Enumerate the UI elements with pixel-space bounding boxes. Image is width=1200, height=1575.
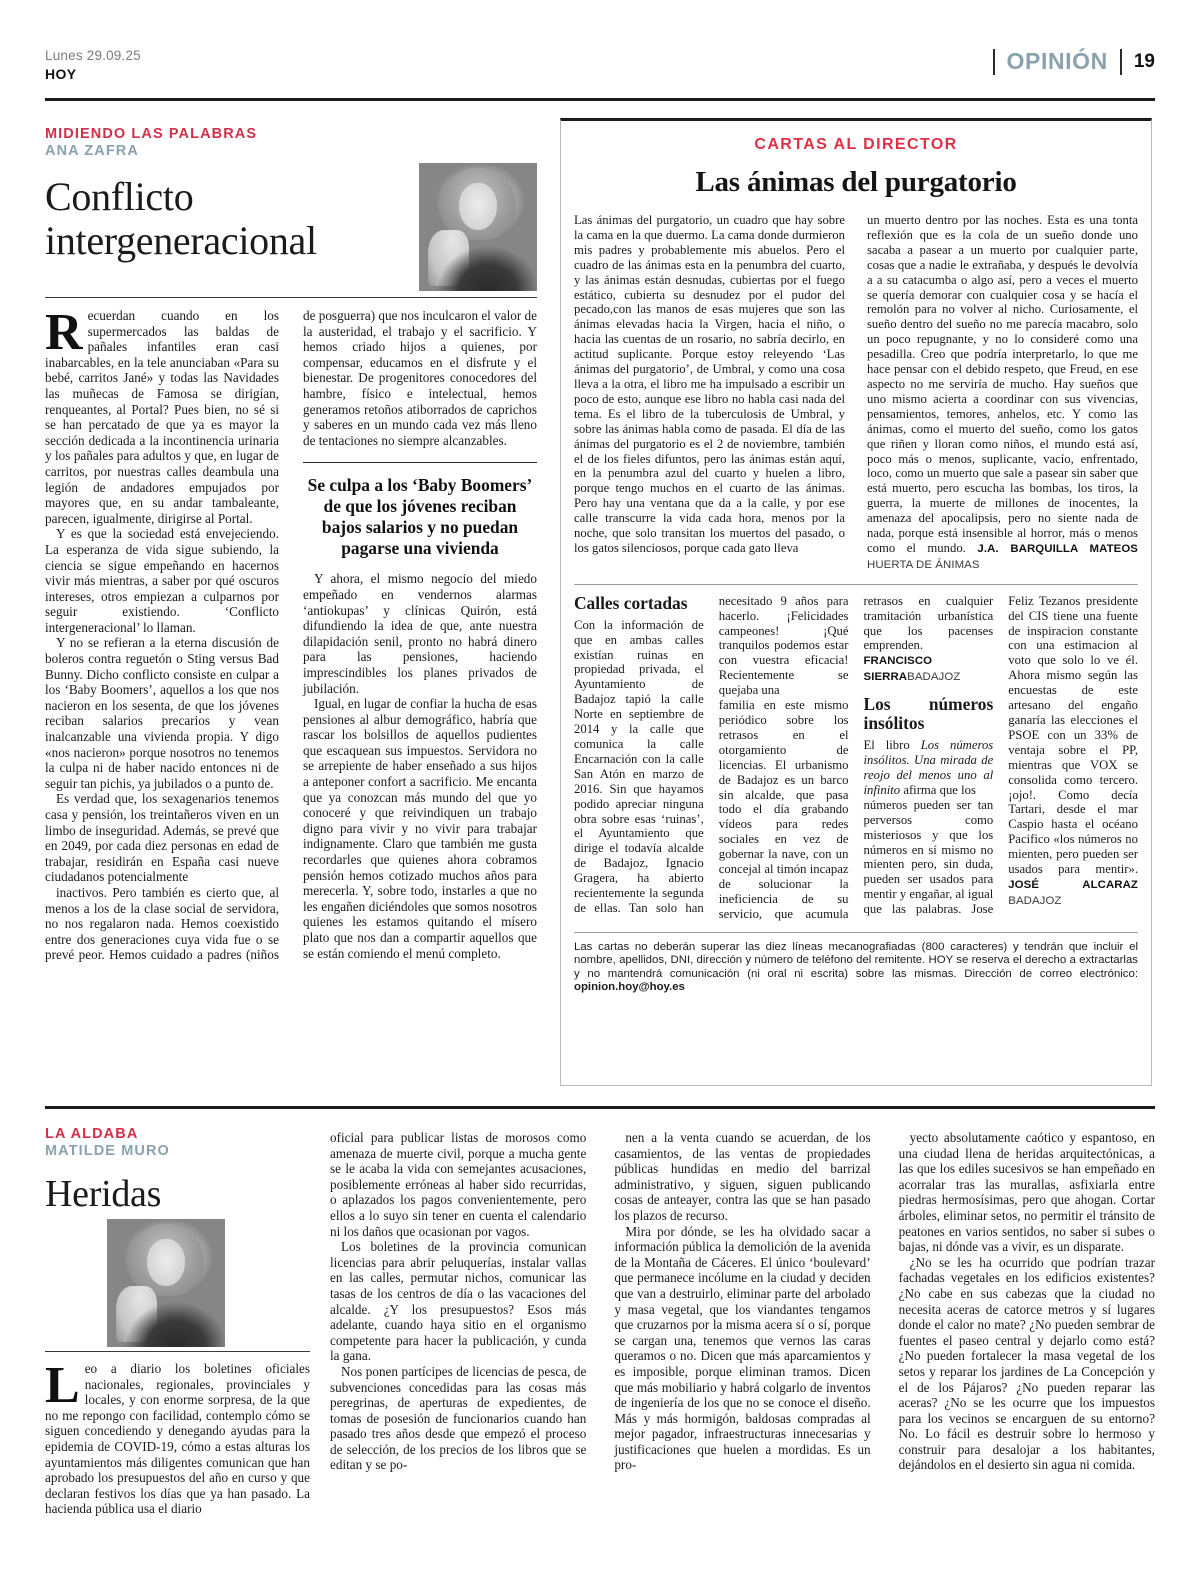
signature-name: JOSÉ ALCARAZ xyxy=(1008,878,1138,891)
publication-date: Lunes 29.09.25 xyxy=(45,48,141,63)
letter-paragraph-text: familia en este mismo periódico sobre los retrasos en el otorgamiento de licencias. El urbanismo de Badajoz es un barco sin alcalde, que pasa todo el día grabando vídeos para redes sociales en vez de gobernar la nave, con un concejal al timón incapaz de solucionar la ineficiencia de su servicio, que acumula retrasos en cualquier tramitación urbanística que los pacenses emprenden. xyxy=(718,593,994,921)
paragraph: Es verdad que, los sexagenarios tenemos casa y pensión, los treintañeros viven en un limbo de inseguridad. Además, se prevé que en 2049, por cada diez personas en edad de trabajar, residirán en España casi nueve ciudadanos potencialmente xyxy=(45,791,279,885)
section-name: OPINIÓN xyxy=(1006,48,1108,74)
masthead xyxy=(45,48,1155,92)
letter-signature xyxy=(864,655,961,683)
pullquote-wrap xyxy=(303,462,537,559)
letter-paragraph-text: un muerto dentro por las noches. Esta es una tonta reflexión que es la cola de un sueño donde uno sacaba a pasear a un muerto por cualquier parte, cosas que a nadie le extrañaba, y después le devolvía a a su catacumba o algo así, pero a veces el muerto se quería demorar con cualquier cosa y se hacía el remolón para no volver al nicho. Curiosamente, el sueño dentro del sueño no me parecía macabro, solo un poco repugnante, y no lo consideré como una pesadilla. Creo que podría interpretarlo, lo que me hace pensar con el debido respeto, que Freud, en ese aspecto no me serviría de mucho. Hay sueños que uno mismo acierta a coordinar con sus vivencias, pensamientos, temores, anhelos, etc. Y como las ánimas, como el muerto del sueño, como los gatos que riñen y lloran como niños, el mundo está así, poco más o menos, suplicante, vacío, enfrentado, loco, como un muerto que sale a pasear sin saber que está muerto, pero escucha las bombas, los tiros, la guerra, la muerte de millones de inocentes, la amenaza del apocalipsis, pero no siente nada de nada, porque está insensible al horror, más o menos como el mundo. xyxy=(867,213,1138,555)
paragraph-text: ecuerdan cuando en los supermercados las baldas de pañales infantiles eran casi inabarcables, en la tele anunciaban «Para su bebé, carritos Jané» y todas las Navidades las muñecas de Famosa se dirigían, renqueantes, al Portal? Pues bien, no sé si se han percatado de que ya es mayor la sección dedicada a la incontinencia urinaria y los pañales para adultos y que, en lugar de carritos, por nuestras calles deambula una legión de andadores empujados por mayores que, en su andar tambaleante, parecen, igualmente, dirigirse al Portal. xyxy=(45,308,279,526)
signature-name: FRANCISCO SIERRA xyxy=(863,655,933,684)
letter-main-columns xyxy=(574,213,1138,573)
divider-left xyxy=(993,49,995,75)
signature-place: BADAJOZ xyxy=(1008,894,1062,907)
pullquote: Se culpa a los ‘Baby Boomers’ de que los jóvenes reciban bajos salarios y no puedan pagarse una vivienda xyxy=(303,462,537,559)
disclaimer-text: Las cartas no deberán superar las diez líneas mecanografiadas (800 caracteres) y tendrán que incluir el nombre, apellidos, DNI, dirección y número de teléfono del remitente. HOY se reserva el derecho a extractarlas y no mantendrá comunicación (ni oral ni escrita) sobre las mismas. Dirección de correo electrónico: xyxy=(574,940,1138,980)
author-photo-matilde-muro xyxy=(107,1219,225,1347)
letter-text-tail: afirma que los xyxy=(900,782,976,797)
divider-right xyxy=(1120,49,1122,75)
masthead-rule xyxy=(45,98,1155,101)
letter-paragraph xyxy=(867,213,1138,573)
article-byline: ANA ZAFRA xyxy=(45,143,139,159)
letter-paragraph: Con la información de que en ambas calles existían ruinas en propiedad privada, el Ayuntamiento de Badajoz tapió la calle Norte en septiembre de 2014 y la calle que comunica la calle Encarnación con la calle San Atón en marzo de 2016. Sin que hayamos podido apreciar ninguna obra sobre esas ‘ruinas’, el Ayuntamiento que dirige el todavía alcalde de Badajoz, Ignacio Gragera, ha abierto recientemente la segunda de ellas. Tan solo han necesitado 9 años para hacerlo. ¡Felicidades campeones! ¡Qué tranquilos podemos estar con vuestra eficacia! Recientemente se quejaba una xyxy=(574,593,849,915)
article-byline: MATILDE MURO xyxy=(45,1143,170,1159)
letter-secondary-columns xyxy=(574,594,1138,922)
paragraph: Y no se refieran a la eterna discusión de boleros contra reguetón o Sting versus Bad Bunny. Dicho conflicto consiste en culpar a los ‘Baby Boomers’, aquellos a los que nos nacieron en los sesenta, de que los jóvenes reciban salarios precarios y vean inalcanzable una vivienda propia. Y digo «nos nacieron» porque nosotros no tenemos la culpa ni de haber nacido entonces ni de seguir tan pichis, ya jubilados o a punto de. xyxy=(45,635,279,791)
photo-underline xyxy=(45,297,537,298)
letter-paragraph-text: números pueden ser tan perversos como misteriosos y que los números en sí mismo no mienten pero, sin duda, pueden ser usados para mentir y engañar, al igual que las palabras. Jose Feliz Tezanos presidente del CIS tiene una fuente de inspiracion constante con una estimacion al voto que solo lo ve él. Ahora mismo según las encuestas de este artesano del engaño ganaría las elecciones el PSOE con un 33% de ventaja sobre el PP, mientras que VOX se consolida como tercero. ¡ojo!. Como decía Tartari, desde el mar Caspio hasta el océano Pacifico «los números no mienten, pero pueden ser usados para mentir». xyxy=(863,593,1138,917)
letter-subheading-calles: Calles cortadas xyxy=(574,592,688,613)
letter-paragraph xyxy=(864,738,994,798)
paragraph: Y es que la sociedad está envejeciendo. La esperanza de vida sigue subiendo, la ciencia se sigue empeñando en hacernos vivir más mientras, a saber por qué oscuros intereses, otros empiezan a culparnos por seguir existiendo. ‘Conflicto intergeneracional’ lo llaman. xyxy=(45,526,279,635)
article-kicker: LA ALDABA xyxy=(45,1126,139,1142)
paragraph xyxy=(45,304,279,526)
photo-arm-shape xyxy=(428,230,468,286)
paragraph: ¿No se les ha ocurrido que podrían trazar fachadas vegetales en los edificios existentes? ¿No cabe en sus cabezas que la ciudad no necesita aceras de catorce metros y sí lugares donde el calor no mate? ¿No pueden sembrar de fuentes el paseo central y dejarlo como está? ¿No pueden fortalecer la masa vegetal de los setos y reparar los jardines de La Concepción y el de los Pájaros? ¿No pueden reparar las aceras? ¿No se les ocurre que los impuestos para los vecinos se encarguen de su entorno? No. Lo fácil es destruir sobre lo hermoso y construir para desalojar a los habitantes, dejándolos en el desierto sin agua ni comida. xyxy=(898,1254,1155,1473)
letters-kicker: CARTAS AL DIRECTOR xyxy=(754,136,958,153)
letter-text-lead: El libro xyxy=(863,738,921,753)
article-conflicto xyxy=(45,126,537,963)
photo-face-shape xyxy=(147,1239,185,1285)
contact-email[interactable]: opinion.hoy@hoy.es xyxy=(574,981,685,994)
photo-face-shape xyxy=(459,183,497,229)
masthead-right xyxy=(993,48,1155,75)
paragraph: Nos ponen partícipes de licencias de pesca, de subvenciones concedidas para las cosas más peregrinas, de aperturas de expedientes, de tomas de posesión de funcionarios cuando han pasado tres años desde que empezó el proceso de selección, de los precios de los libros que se editan y se po- xyxy=(330,1363,587,1473)
masthead-left xyxy=(45,48,141,83)
author-photo-ana-zafra xyxy=(419,163,537,291)
signature-name: J.A. BARQUILLA MATEOS xyxy=(977,542,1138,555)
page-number: 19 xyxy=(1133,50,1155,72)
paragraph: Y ahora, el mismo negocio del miedo empeñado en vendernos alarmas ‘antiokupas’ y clínicas Quirón, está difundiendo la idea de que, ante nuestra dilapidación senil, pronto no habrá dinero para las pensiones, haciendo imprescindibles los planes privados de jubilación. xyxy=(303,571,537,696)
signature-place: BADAJOZ xyxy=(907,671,961,684)
paragraph: Igual, en lugar de confiar la hucha de esas pensiones al albur demográfico, habría que rascar los bolsillos de aquellos pudientes que escaquean sus impuestos. Servidora no se arrepiente de haber enseñado a sus hijos a anteponer confort a sacrificio. Me encanta que ya conozcan más mundo del que yo conoceré y que reivindiquen un trabajo digno para vivir y no vivir para trabajar indignamente. Claro que también me gusta recordarles que quienes ahora cobramos pensión hemos cotizado muchos años para merecerla. Y, sobre todo, instarles a que no les engañen diciéndoles que somos nosotros quienes les estamos quitando el mísero plato que nos dan a compartir aquellos que se están comiendo el menú completo. xyxy=(303,696,537,961)
photo-underline xyxy=(45,1351,310,1352)
signature-place: HUERTA DE ÁNIMAS xyxy=(867,558,980,571)
paragraph: oficial para publicar listas de morosos como amenaza de muerte civil, porque a mucha gente se le acaba la vida con semejantes acusaciones, posiblemente erróneas al haber sido recurridas, o aplazados los pagos convenientemente, pero ellos a lo suyo sin tener en cuenta el calendario ni los daños que ocasionan por vagos. xyxy=(330,1130,587,1239)
paragraph xyxy=(45,1357,310,1517)
letter-signature xyxy=(1008,879,1138,907)
publication-brand: HOY xyxy=(45,65,77,82)
letters-section-divider xyxy=(574,584,1138,585)
paragraph: inactivos. Pero también es cierto que, al menos a los de la clase social de servidora, no nos regalaron nada. Hemos coexistido entre dos generaciones cuya vida fue o se prevé peor. Hemos cuidado a padres (niños de posguerra) que nos inculcaron el valor de la austeridad, el trabajo y el sacrificio. Y hemos criado hijos a quienes, por compensar, educamos en el disfrute y el bienestar. De progenitores conocedores del hambre, físico e intelectual, hemos generamos retoños atiborrados de caprichos y saberes en un mundo cada vez más lleno de tentaciones no siempre alcanzables. xyxy=(45,308,537,963)
drop-cap: L xyxy=(45,1357,80,1414)
article-headline: Heridas xyxy=(45,1173,162,1215)
photo-arm-shape xyxy=(116,1286,156,1342)
article-columns xyxy=(45,304,537,963)
paragraph: yecto absolutamente caótico y espantoso, en una ciudad llena de heridas arquitectónicas, a las que los ediles sucesivos se han empeñado en acorralar tras las murallas, asfixiarla entre piedras hermosísimas, pero que ahogan. Cortar árboles, eliminar setos, no permitir el tránsito de peatones en varios sentidos, no saber si subes o bajas, ni dónde vas a vivir, es un disparate. xyxy=(898,1130,1155,1255)
article-column-1 xyxy=(45,1357,310,1517)
letter-paragraph: Las ánimas del purgatorio, un cuadro que hay sobre la cama en la que duermo. La cama donde durmieron mis padres y probablemente mis abuelos. Pero el cuadro de las ánimas esta en la penumbra del cuarto, y las ánimas están desnudas, cubiertas por el fuego estático, cubierta su desnudez por el pudor del pecado,con las manos de esas mujeres que son las ánimas elevadas hacia la Virgen, hacia el niño, o hacia las cuentas de un rosario, no sabría decirlo, en actitud suplicante. Porque estoy releyendo ‘Las ánimas del purgatorio’, de Umbral, y como una cosa lleva a la otra, el libro me ha impulsado a escribir un poco de esto, aunque ese libro no habla casi nada del tema. Es el libro de la tuberculosis de Umbral, y sobre las ánimas habla como de pasada. El día de las ánimas del purgatorio es el 2 de noviembre, también el de los fieles difuntos, pero las ánimas están aquí, en la penumbra azul del cuarto y huelen a libro, porque tengo muchos en el cuarto de las ánimas. Pero hay una ventana que da a la calle, y por ese calle transcurre la vida cada hora, menos por la noche, que solo transitan los muertos del pasado, o los gatos silenciosos, porque cada gato lleva xyxy=(574,213,845,555)
letter-subheading-numeros: Los números insólitos xyxy=(863,694,994,734)
paragraph: nen a la venta cuando se acuerdan, de los casamientos, de las ventas de propiedades públicas hundidas en medio del barrizal administrativo, y siguen, siguen publicando cosas de anteayer, contra las que se han pasado los plazos de recurso. xyxy=(614,1130,871,1223)
drop-cap: R xyxy=(45,304,83,361)
section-divider-rule xyxy=(45,1106,1155,1109)
paragraph: Los boletines de la provincia comunican licencias para abrir peluquerías, instalar vallas en las calles, permutar nichos, comunicar las tasas de los centros de día o las vacaciones del alcalde. ¿Y los presupuestos? Esos más adelante, cuando haya sitio en el organismo competente para hacer la publicación, y cunda la gana. xyxy=(330,1239,587,1364)
article-columns xyxy=(330,1130,1155,1473)
article-heridas-header xyxy=(45,1126,310,1517)
letters-disclaimer xyxy=(574,932,1138,995)
paragraph-text: eo a diario los boletines oficiales nacionales, regionales, provinciales y locales, y con enorme sorpresa, de la que no me repongo con facilidad, contemplo cómo se siguen concediendo y denegando ayudas para la epidemia de COVID-19, cómo a estas alturas los ayuntamientos más diligentes comunican que han aprobado los presupuestos del año en curso y que declaran festivos los días que ya han pasado. La hacienda pública usa el diario xyxy=(45,1361,310,1517)
paragraph: Mira por dónde, se les ha olvidado sacar a información pública la demolición de la avenida de la Montaña de Cáceres. El único ‘boulevard’ que permanece incólume en la ciudad y deciden que van a destruirlo, eliminar parte del arbolado y masa vegetal, que los viandantes tengamos que cruzarnos por la misma acera sí o sí, porque se cargan una, tenemos que vernos las caras queramos o no. Dicen que más aparcamientos y es imposible, porque eliminan tramos. Dicen que más mobiliario y habrá colgarlo de inventos de ingeniería de los que no se conoce el diseño. Más y más hormigón, baldosas compradas al mejor pagador, infraestructuras innecesarias y justificaciones que huelen a mordidas. Es un pro- xyxy=(614,1223,871,1473)
letters-to-editor-panel xyxy=(560,118,1152,1086)
article-headline: Conflicto intergeneracional xyxy=(45,174,317,263)
book-title-italic: Los números insólitos. Una mirada de reojo del menos uno al infinito xyxy=(863,738,994,797)
letters-headline: Las ánimas del purgatorio xyxy=(695,166,1017,198)
article-kicker: MIDIENDO LAS PALABRAS xyxy=(45,126,258,142)
